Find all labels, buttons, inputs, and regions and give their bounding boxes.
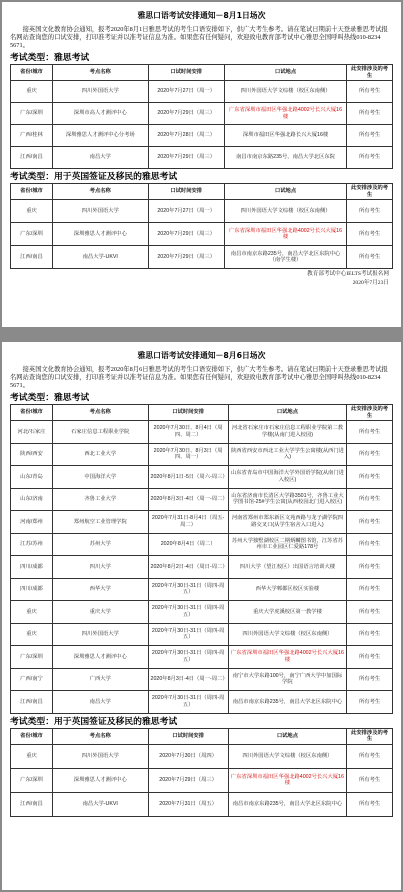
table-row [11,443,393,466]
cell-city: 河南/郑州 [11,511,53,534]
cell-city: 广东/深圳 [11,646,53,669]
cell-time: 2020年8月4日（周二） [148,533,228,556]
cell-time: 2020年7月29日（周三） [148,147,224,169]
table-row [11,125,393,147]
cell-location: 山东省青岛市中国海洋大学外国语学院(从南门进入校区) [228,466,346,489]
cell-time: 2020年8月3日-4日（周一-周二） [148,488,228,511]
cell-venue: 四川外国语大学 [53,81,149,103]
cell-venue: 深圳雅思人才测评中心 [53,768,149,792]
cell-time: 2020年7月29日（周三） [148,103,224,125]
table-row [11,578,393,601]
cell-venue: 广西大学 [53,668,149,691]
schedule-table-ukvi [10,728,393,817]
cell-venue: 深圳市高人才测评中心 [53,103,149,125]
cell-time: 2020年7月30日-31日（周四-周五） [148,691,228,714]
cell-city: 山东/济南 [11,488,53,511]
cell-time: 2020年7月27日（周一） [148,200,224,223]
cell-location: 南昌市南京东路235号，南昌大学北区东院中心 [228,792,346,816]
cell-city: 广东/深圳 [11,223,53,246]
cell-venue: 苏州大学 [53,533,149,556]
cell-location: 南宁市大学东路100号，南宁广西大学中加国际学院 [228,668,346,691]
notice-intro: 接英国文化教育协会通知，报考2020年8月1日雅思考试的考生口语安排如下，供广大考生参考。请在笔试日期前十天登录雅思考试报名网站查询您的口试安排，打印准考证并以准考证信息为准。如果您有任何疑问，欢迎致电教育部考试中心雅思全国呼叫热线010-8234 5671。 [10,26,388,49]
cell-candidates: 所有考生 [347,623,393,646]
table-row [11,601,393,624]
cell-location: 广东省深圳市福田区华强北路4002号长兴大厦16楼 [224,223,346,246]
header-venue: 考点名称 [53,65,149,81]
cell-location: 南昌市南京东路235号，南昌大学北区东院中心 [228,691,346,714]
cell-candidates: 所有考生 [347,421,393,444]
cell-candidates: 所有考生 [347,646,393,669]
header-location: 口试地点 [224,184,346,200]
table-row [11,646,393,669]
cell-venue: 深圳雅思人才测评中心 [53,646,149,669]
cell-candidates: 所有考生 [347,466,393,489]
cell-time: 2020年7月30日、8月4日（周四、周二） [148,421,228,444]
cell-time: 2020年8月2日-4日（周日-周二） [148,556,228,579]
cell-city: 江西/南昌 [11,246,53,269]
cell-location: 南昌市南京东路235号，南昌大学北区东院 [224,147,346,169]
cell-city: 江西/南昌 [11,792,53,816]
cell-candidates: 所有考生 [347,578,393,601]
table-row [11,466,393,489]
schedule-table-ukvi [10,183,393,269]
header-city: 省份/城市 [11,405,53,421]
cell-venue: 中国海洋大学 [53,466,149,489]
cell-venue: 南昌大学-UKVI [53,246,149,269]
table-row [11,744,393,768]
cell-venue: 四川大学 [53,556,149,579]
cell-candidates: 所有考生 [347,246,393,269]
cell-location: 广东省深圳市福田区华强北路4002号长兴大厦16楼 [224,103,346,125]
cell-time: 2020年7月30日（周四） [148,744,228,768]
cell-location: 四川外国语大学文综楼（校区东南侧） [224,200,346,223]
cell-city: 重庆 [11,601,53,624]
cell-candidates: 所有考生 [347,147,393,169]
cell-city: 四川/成都 [11,578,53,601]
cell-candidates: 所有考生 [347,81,393,103]
notice-title: 雅思口语考试安排通知－8月6日场次 [137,351,266,360]
cell-venue: 西北工业大学 [53,443,149,466]
table-row [11,556,393,579]
header-location: 口试地点 [228,728,346,744]
notice-intro: 接英国文化教育协会通知，报考2020年8月6日雅思考试的考生口语安排如下，供广大考生参考。请在笔试日期前十天登录雅思考试报名网站查询您的口试安排，打印准考证并以准考证信息为准。如果您有任何疑问，欢迎致电教育部考试中心雅思全国呼叫热线010-8234 5671。 [10,366,388,389]
cell-candidates: 所有考生 [347,103,393,125]
cell-time: 2020年7月29日（周三） [148,246,224,269]
table-row [11,768,393,792]
cell-time: 2020年7月29日（周三） [148,223,224,246]
cell-location: 深圳市福田区华强北路长兴大厦16楼 [224,125,346,147]
footer-org: 教育部考试中心IELTS考试报名网 [307,271,389,277]
cell-location: 南昌市南京东路235号，南昌大学北区东院中心（南学生楼） [224,246,346,269]
cell-candidates: 所有考生 [347,691,393,714]
cell-venue: 郑州航空工业管理学院 [53,511,149,534]
table-row [11,246,393,269]
cell-location: 苏州大学独墅湖校区二期炳麟图书馆，江苏省苏州市工业园区仁爱路178号 [228,533,346,556]
cell-time: 2020年7月30日-31日（周四-周五） [148,623,228,646]
table-row [11,147,393,169]
section-title-ukvi: 考试类型：用于英国签证及移民的雅思考试 [10,171,178,181]
cell-city: 河北/石家庄 [11,421,53,444]
cell-city: 广西/桂林 [11,125,53,147]
header-candidates: 此安排涉及的考生 [347,184,393,200]
cell-city: 江西/南昌 [11,147,53,169]
cell-location: 四川外国语大学文综楼（校区东南侧） [224,81,346,103]
cell-city: 重庆 [11,81,53,103]
cell-location: 重庆大学虎溪校区第一教学楼 [228,601,346,624]
cell-location: 陕西省西安市西北工业大学学生公寓楼(从西门进入) [228,443,346,466]
cell-candidates: 所有考生 [347,125,393,147]
notice-title: 雅思口语考试安排通知－8月1日场次 [137,11,266,20]
header-candidates: 此安排涉及的考生 [347,728,393,744]
cell-location: 四川大学（望江校区）出国语言培训大楼 [228,556,346,579]
table-row [11,623,393,646]
cell-candidates: 所有考生 [347,556,393,579]
cell-city: 山东/青岛 [11,466,53,489]
notice-aug6 [2,342,401,890]
cell-location: 河北省石家庄市石家庄信息工程职业学院第二教学楼(从南门进入校园) [228,421,346,444]
cell-candidates: 所有考生 [347,533,393,556]
cell-venue: 深圳雅思人才测评中心分考场 [53,125,149,147]
cell-location: 广东省深圳市福田区华强北路4002号长兴大厦16楼 [228,768,346,792]
cell-city: 重庆 [11,623,53,646]
header-location: 口试地点 [228,405,346,421]
header-candidates: 此安排涉及的考生 [347,65,393,81]
cell-venue: 四川外国语大学 [53,744,149,768]
header-time: 口试时间安排 [148,184,224,200]
cell-city: 重庆 [11,744,53,768]
header-venue: 考点名称 [53,405,149,421]
cell-time: 2020年7月27日（周一） [148,81,224,103]
cell-city: 广东/深圳 [11,768,53,792]
cell-time: 2020年7月29日（周三） [148,768,228,792]
header-venue: 考点名称 [53,184,149,200]
cell-venue: 齐鲁工业大学 [53,488,149,511]
section-title-ielts: 考试类型：雅思考试 [10,392,90,402]
header-time: 口试时间安排 [148,405,228,421]
cell-city: 陕西/西安 [11,443,53,466]
schedule-table-ielts [10,64,393,169]
header-time: 口试时间安排 [148,728,228,744]
cell-time: 2020年7月28日（周二） [148,125,224,147]
cell-venue: 四川外国语大学 [53,623,149,646]
table-row [11,668,393,691]
table-row [11,200,393,223]
table-row [11,223,393,246]
cell-city: 广西/南宁 [11,668,53,691]
cell-time: 2020年7月30日、8月3日（周四、周一） [148,443,228,466]
header-candidates: 此安排涉及的考生 [347,405,393,421]
table-row [11,533,393,556]
table-row [11,421,393,444]
cell-time: 2020年7月30日-31日（周四-周五） [148,646,228,669]
cell-venue: 南昌大学-UKVI [53,792,149,816]
cell-city: 重庆 [11,200,53,223]
cell-venue: 重庆大学 [53,601,149,624]
cell-location: 广东省深圳市福田区华强北路4002号长兴大厦16楼 [228,646,346,669]
cell-city: 四川/成都 [11,556,53,579]
cell-time: 2020年8月1日-5日（周六-周三） [148,466,228,489]
cell-city: 江苏/苏州 [11,533,53,556]
cell-venue: 四川外国语大学 [53,200,149,223]
cell-city: 广东/深圳 [11,103,53,125]
cell-location: 四川外国语大学文综楼（校区东南侧） [228,623,346,646]
cell-time: 2020年7月30日-31日（周四-周五） [148,578,228,601]
table-row [11,511,393,534]
cell-candidates: 所有考生 [347,511,393,534]
table-row [11,103,393,125]
notice-aug1 [2,2,401,327]
header-city: 省份/城市 [11,184,53,200]
schedule-table-ielts [10,404,393,714]
footer-date: 2020年7月23日 [352,280,389,286]
cell-time: 2020年7月31日-8月4日（周五-周二） [148,511,228,534]
header-location: 口试地点 [224,65,346,81]
cell-candidates: 所有考生 [347,668,393,691]
cell-city: 江西/南昌 [11,691,53,714]
cell-location: 四川外国语大学文综楼（校区东南侧） [228,744,346,768]
header-city: 省份/城市 [11,728,53,744]
cell-venue: 南昌大学 [53,147,149,169]
cell-candidates: 所有考生 [347,601,393,624]
header-venue: 考点名称 [53,728,149,744]
cell-candidates: 所有考生 [347,200,393,223]
cell-time: 2020年7月31日（周五） [148,792,228,816]
cell-time: 2020年8月3日-4日（周一-周二） [148,668,228,691]
cell-venue: 石家庄信息工程职业学院 [53,421,149,444]
cell-location: 西华大学郫都区校区实验楼 [228,578,346,601]
cell-candidates: 所有考生 [347,443,393,466]
cell-candidates: 所有考生 [347,768,393,792]
table-row [11,691,393,714]
header-city: 省份/城市 [11,65,53,81]
table-row [11,792,393,816]
cell-location: 河南省郑州市郑东新区文苑西路与龙子湖学院四路交叉口(从学生宿舍入口进入) [228,511,346,534]
cell-candidates: 所有考生 [347,488,393,511]
header-time: 口试时间安排 [148,65,224,81]
section-title-ielts: 考试类型：雅思考试 [10,52,90,62]
cell-venue: 南昌大学 [53,691,149,714]
cell-location: 山东省济南市长清区大学路3501号，齐鲁工业大学图书馆-25#学生公寓(从西校园北门进入校区) [228,488,346,511]
cell-venue: 深圳雅思人才测评中心 [53,223,149,246]
cell-candidates: 所有考生 [347,792,393,816]
table-row [11,81,393,103]
cell-candidates: 所有考生 [347,223,393,246]
cell-time: 2020年7月30日-31日（周四-周五） [148,601,228,624]
cell-candidates: 所有考生 [347,744,393,768]
section-title-ukvi: 考试类型：用于英国签证及移民的雅思考试 [10,715,178,726]
cell-venue: 西华大学 [53,578,149,601]
table-row [11,488,393,511]
